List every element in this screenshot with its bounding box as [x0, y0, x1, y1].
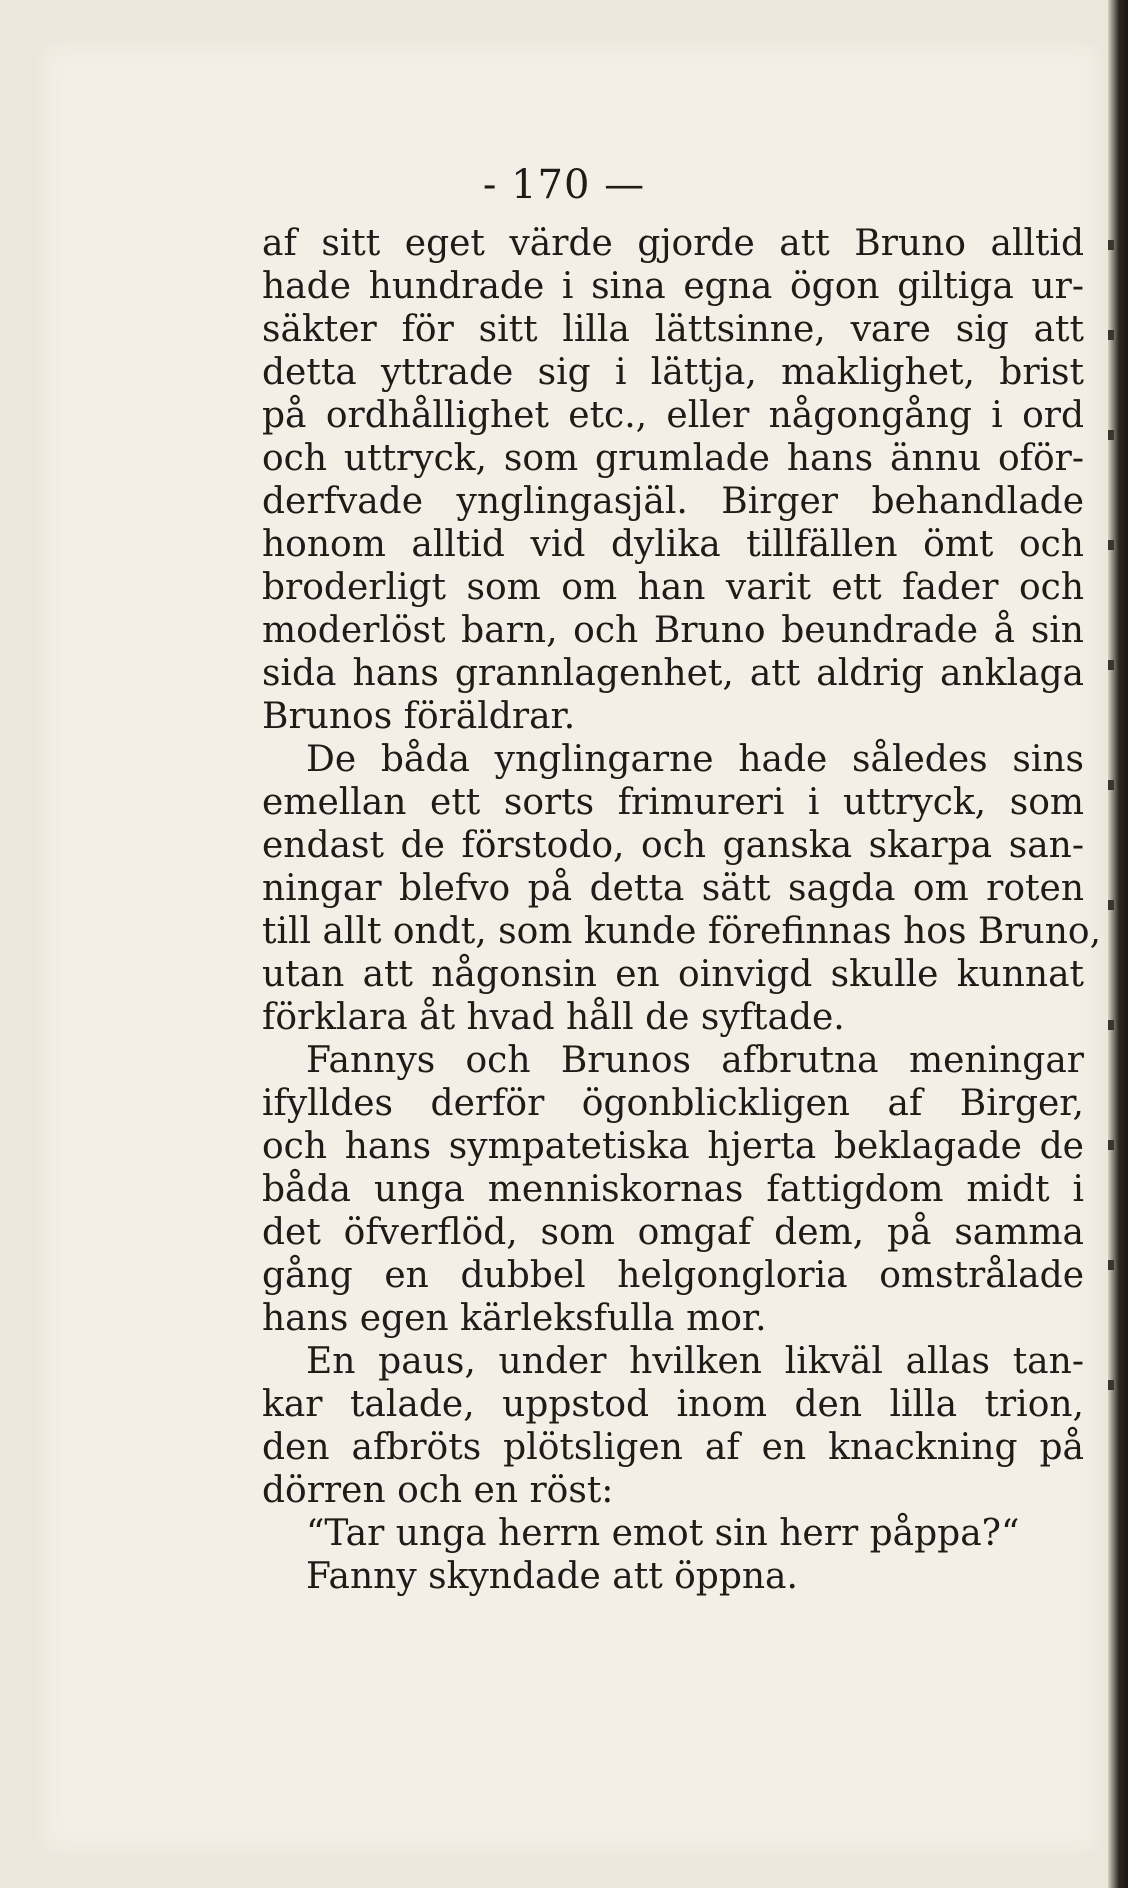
text-line: “Tar unga herrn emot sin herr påppa?“: [306, 1513, 1020, 1554]
text-line: sida hans grannlagenhet, att aldrig anklaga: [262, 653, 1084, 694]
text-line: broderligt som om han varit ett fader och: [262, 567, 1084, 608]
page-number: - 170 —: [482, 162, 646, 208]
text-line: det öfverflöd, som omgaf dem, på samma: [262, 1212, 1084, 1253]
text-line: hade hundrade i sina egna ögon giltiga ur-: [262, 266, 1084, 307]
text-line: emellan ett sorts frimureri i uttryck, som: [262, 782, 1084, 823]
edge-mark: [1108, 1020, 1114, 1030]
edge-marks: [1106, 240, 1114, 1480]
edge-mark: [1108, 240, 1114, 250]
text-line: förklara åt hvad håll de syftade.: [262, 997, 845, 1038]
text-line: En paus, under hvilken likväl allas tan-: [306, 1341, 1084, 1382]
text-line: och hans sympatetiska hjerta beklagade de: [262, 1126, 1084, 1167]
edge-mark: [1108, 660, 1114, 670]
text-line: ningar blefvo på detta sätt sagda om roten: [262, 868, 1084, 909]
text-line: till allt ondt, som kunde förefinnas hos Bruno,: [262, 911, 1102, 952]
text-line: derfvade ynglingasjäl. Birger behandlade: [262, 481, 1084, 522]
text-line: och uttryck, som grumlade hans ännu oför-: [262, 438, 1084, 479]
edge-mark: [1108, 1260, 1114, 1270]
text-line: på ordhållighet etc., eller någongång i ord: [262, 395, 1084, 436]
edge-mark: [1108, 1380, 1114, 1390]
text-line: De båda ynglingarne hade således sins: [306, 739, 1084, 780]
text-line: hans egen kärleksfulla mor.: [262, 1298, 767, 1339]
text-line: af sitt eget värde gjorde att Bruno alltid: [262, 223, 1084, 264]
text-line: detta yttrade sig i lättja, maklighet, brist: [262, 352, 1084, 393]
text-line: båda unga menniskornas fattigdom midt i: [262, 1169, 1084, 1210]
text-line: gång en dubbel helgongloria omstrålade: [262, 1255, 1084, 1296]
edge-mark: [1108, 780, 1114, 790]
text-line: kar talade, uppstod inom den lilla trion,: [262, 1384, 1084, 1425]
text-line: moderlöst barn, och Bruno beundrade å sin: [262, 610, 1084, 651]
text-line: säkter för sitt lilla lättsinne, vare sig att: [262, 309, 1084, 350]
text-line: honom alltid vid dylika tillfällen ömt och: [262, 524, 1084, 565]
text-line: ifylldes derför ögonblickligen af Birger,: [262, 1083, 1084, 1124]
edge-mark: [1108, 1140, 1114, 1150]
text-line: den afbröts plötsligen af en knackning på: [262, 1427, 1084, 1468]
edge-mark: [1108, 330, 1114, 340]
adjacent-page-edge: [1108, 0, 1128, 1888]
text-line: utan att någonsin en oinvigd skulle kunnat: [262, 954, 1084, 995]
text-line: Brunos föräldrar.: [262, 696, 576, 737]
edge-mark: [1108, 900, 1114, 910]
text-line: Fannys och Brunos afbrutna meningar: [306, 1040, 1084, 1081]
text-line: endast de förstodo, och ganska skarpa san-: [262, 825, 1084, 866]
edge-mark: [1108, 540, 1114, 550]
text-line: dörren och en röst:: [262, 1470, 614, 1511]
text-line: Fanny skyndade att öppna.: [306, 1556, 798, 1597]
body-text: [262, 222, 1102, 1598]
edge-mark: [1108, 430, 1114, 440]
